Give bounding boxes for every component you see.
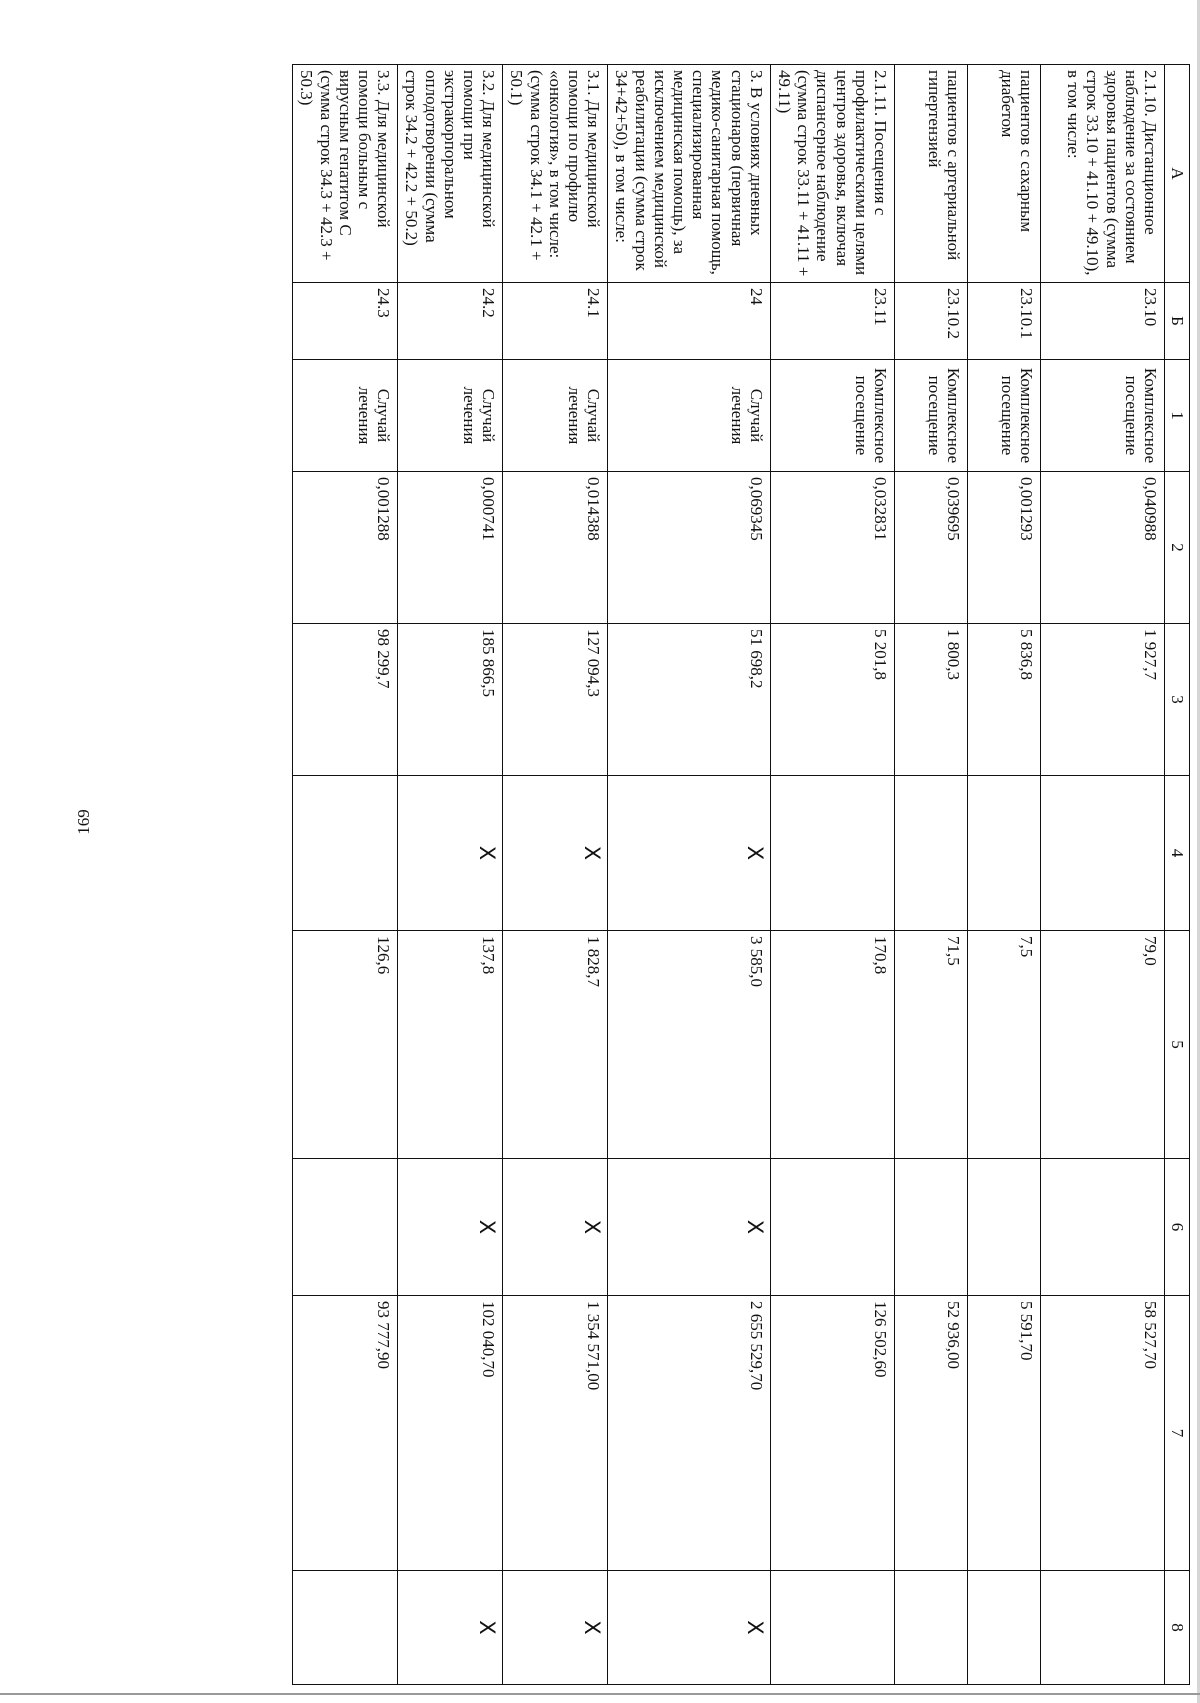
value-cell: 1 828,7 xyxy=(503,931,608,1159)
value-cell xyxy=(895,1159,968,1296)
value-cell xyxy=(968,1159,1041,1296)
value-cell: 0,001288 xyxy=(293,472,398,624)
value-cell: X xyxy=(503,1159,608,1296)
unit-cell: Случай лечения xyxy=(398,360,503,472)
header-cell: 6 xyxy=(1165,1159,1190,1296)
value-cell: 5 201,8 xyxy=(770,624,894,776)
value-cell xyxy=(968,776,1041,931)
unit-cell: Комплексное посещение xyxy=(770,360,894,472)
header-cell: 5 xyxy=(1165,931,1190,1159)
value-cell: 0,000741 xyxy=(398,472,503,624)
value-cell: 0,039695 xyxy=(895,472,968,624)
page-number: 169 xyxy=(74,809,93,835)
table-row xyxy=(1041,65,1165,1685)
value-cell: 127 094,3 xyxy=(503,624,608,776)
value-cell: 0,069345 xyxy=(608,472,771,624)
value-cell: 5 836,8 xyxy=(968,624,1041,776)
value-cell: 93 777,90 xyxy=(293,1296,398,1571)
header-cell: Б xyxy=(1165,283,1190,360)
unit-cell: Случай лечения xyxy=(293,360,398,472)
value-cell xyxy=(770,1159,894,1296)
header-cell: 8 xyxy=(1165,1571,1190,1685)
table-row xyxy=(770,65,894,1685)
value-cell: 1 354 571,00 xyxy=(503,1296,608,1571)
row-code: 23.10.2 xyxy=(895,283,968,360)
unit-cell: Комплексное посещение xyxy=(1041,360,1165,472)
value-cell: 98 299,7 xyxy=(293,624,398,776)
value-cell xyxy=(770,1571,894,1685)
value-cell: 185 866,5 xyxy=(398,624,503,776)
value-cell: X xyxy=(608,1571,771,1685)
value-cell: 102 040,70 xyxy=(398,1296,503,1571)
table-row xyxy=(968,65,1041,1685)
value-cell: 58 527,70 xyxy=(1041,1296,1165,1571)
row-description: 3.2. Для медицинской помощи при экстракорпоральном оплодотворении (сумма строк 34.2 + 42.2 + 50.2) xyxy=(398,65,503,283)
row-description: пациентов с сахарным диабетом xyxy=(968,65,1041,283)
row-description: 2.1.10. Дистанционное наблюдение за состоянием здоровья пациентов (сумма строк 33.10 + 41.10 + 49.10), в том числе: xyxy=(1041,65,1165,283)
value-cell: X xyxy=(608,776,771,931)
data-table xyxy=(292,64,1190,1685)
value-cell xyxy=(895,776,968,931)
row-description: 3.3. Для медицинской помощи больным с вирусным гепатитом С (сумма строк 34.3 + 42.3 + 50.3) xyxy=(293,65,398,283)
value-cell: 51 698,2 xyxy=(608,624,771,776)
value-cell: 2 655 529,70 xyxy=(608,1296,771,1571)
header-cell: А xyxy=(1165,65,1190,283)
value-cell: 5 591,70 xyxy=(968,1296,1041,1571)
row-code: 23.10.1 xyxy=(968,283,1041,360)
value-cell: 126 502,60 xyxy=(770,1296,894,1571)
value-cell: 170,8 xyxy=(770,931,894,1159)
table-row xyxy=(608,65,771,1685)
table-row xyxy=(398,65,503,1685)
row-code: 24 xyxy=(608,283,771,360)
value-cell xyxy=(293,776,398,931)
row-description: пациентов с артериальной гипертензией xyxy=(895,65,968,283)
row-description: 2.1.11. Посещения с профилактическими целями центров здоровья, включая диспансерное наблюдение (сумма строк 33.11 + 41.11 + 49.11) xyxy=(770,65,894,283)
row-code: 24.3 xyxy=(293,283,398,360)
value-cell: 0,040988 xyxy=(1041,472,1165,624)
value-cell xyxy=(1041,1571,1165,1685)
value-cell: 0,032831 xyxy=(770,472,894,624)
row-code: 24.2 xyxy=(398,283,503,360)
rotated-table-container xyxy=(292,64,1190,1685)
value-cell: X xyxy=(398,1159,503,1296)
header-cell: 2 xyxy=(1165,472,1190,624)
value-cell xyxy=(293,1571,398,1685)
value-cell xyxy=(770,776,894,931)
value-cell: X xyxy=(398,1571,503,1685)
value-cell xyxy=(895,1571,968,1685)
header-cell: 1 xyxy=(1165,360,1190,472)
value-cell xyxy=(1041,1159,1165,1296)
value-cell xyxy=(1041,776,1165,931)
row-code: 23.11 xyxy=(770,283,894,360)
value-cell xyxy=(293,1159,398,1296)
value-cell: X xyxy=(503,1571,608,1685)
value-cell: 0,001293 xyxy=(968,472,1041,624)
table-row xyxy=(895,65,968,1685)
row-description: 3. В условиях дневных стационаров (первичная медико-санитарная помощь, специализированная медицинская помощь), за исключением медицинской реабилитации (сумма строк 34+42+50), в том числе: xyxy=(608,65,771,283)
value-cell: 71,5 xyxy=(895,931,968,1159)
value-cell: X xyxy=(398,776,503,931)
value-cell: X xyxy=(503,776,608,931)
value-cell: 1 927,7 xyxy=(1041,624,1165,776)
value-cell: X xyxy=(608,1159,771,1296)
value-cell: 79,0 xyxy=(1041,931,1165,1159)
header-cell: 7 xyxy=(1165,1296,1190,1571)
table-row xyxy=(293,65,398,1685)
unit-cell: Случай лечения xyxy=(608,360,771,472)
value-cell: 3 585,0 xyxy=(608,931,771,1159)
header-cell: 4 xyxy=(1165,776,1190,931)
unit-cell: Комплексное посещение xyxy=(895,360,968,472)
value-cell: 137,8 xyxy=(398,931,503,1159)
header-cell: 3 xyxy=(1165,624,1190,776)
value-cell: 0,014388 xyxy=(503,472,608,624)
value-cell xyxy=(968,1571,1041,1685)
row-description: 3.1. Для медицинской помощи по профилю «онкология», в том числе: (сумма строк 34.1 + 42.1 + 50.1) xyxy=(503,65,608,283)
value-cell: 1 800,3 xyxy=(895,624,968,776)
unit-cell: Случай лечения xyxy=(503,360,608,472)
unit-cell: Комплексное посещение xyxy=(968,360,1041,472)
value-cell: 7,5 xyxy=(968,931,1041,1159)
value-cell: 126,6 xyxy=(293,931,398,1159)
row-code: 24.1 xyxy=(503,283,608,360)
value-cell: 52 936,00 xyxy=(895,1296,968,1571)
header-row xyxy=(1165,65,1190,1685)
row-code: 23.10 xyxy=(1041,283,1165,360)
scan-bottom-edge xyxy=(0,1693,1200,1695)
table-row xyxy=(503,65,608,1685)
